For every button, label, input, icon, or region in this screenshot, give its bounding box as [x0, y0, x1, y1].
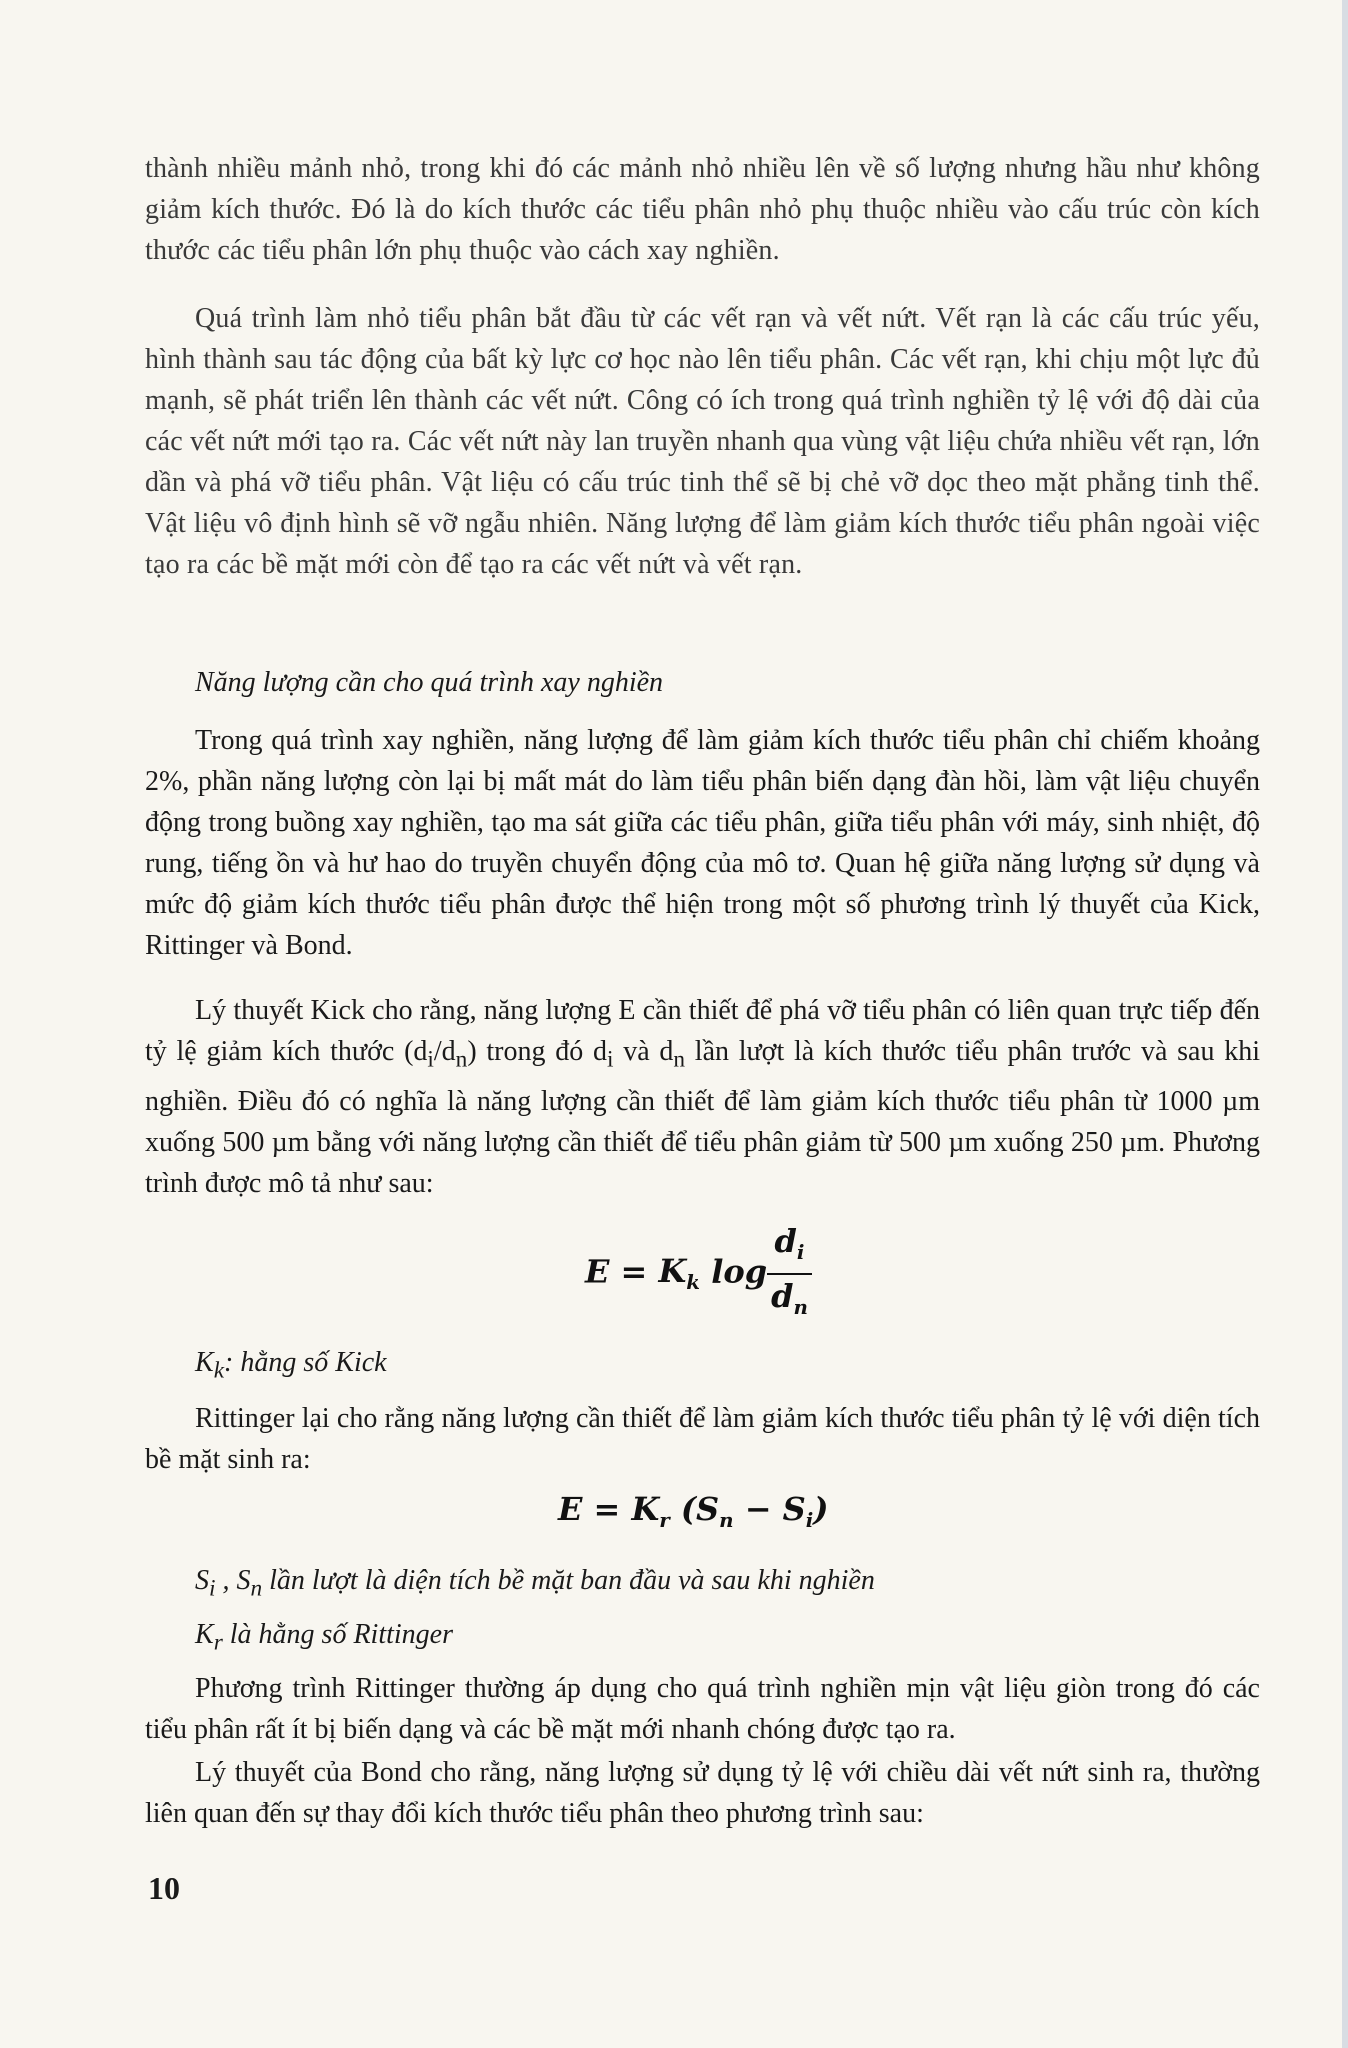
paragraph-text: Lý thuyết của Bond cho rằng, năng lượng sử dụng tỷ lệ với chiều dài vết nứt sinh ra, thường liên quan đến sự thay đổi kích thước tiểu phân theo phương trình sau:: [145, 1757, 1260, 1829]
kick-constant-note: [145, 1342, 1260, 1392]
paragraph-energy: [145, 720, 1260, 966]
paragraph-text: Trong quá trình xay nghiền, năng lượng để làm giảm kích thước tiểu phân chỉ chiếm khoảng 2%, phần năng lượng còn lại bị mất mát do làm tiểu phân biến dạng đàn hồi, làm vật liệu chuyển động trong buồng xay nghiền, tạo ma sát giữa các tiểu phân, giữa tiểu phân với máy, sinh nhiệt, độ rung, tiếng ồn và hư hao do truyền chuyển động của mô tơ. Quan hệ giữa năng lượng sử dụng và mức độ giảm kích thước tiểu phân được thể hiện trong một số phương trình lý thuyết của Kick, Rittinger và Bond.: [145, 725, 1260, 961]
kick-constant: $K_k$: [658, 1252, 701, 1295]
fraction-denominator: $d_n$: [771, 1276, 808, 1319]
paragraph-rittinger: [145, 1398, 1260, 1480]
fraction-numerator: $d_i$: [774, 1222, 805, 1264]
kick-formula: [585, 1222, 812, 1326]
paragraph-text: Lý thuyết Kick cho rằng, năng lượng E cần thiết để phá vỡ tiểu phân có liên quan trực tiếp đến tỷ lệ giảm kích thước $(d_i/d_n)$ trong đó $d_i$ và $d_n$ lần lượt là kích thước tiểu phân trước và sau khi nghiền. Điều đó có nghĩa là năng lượng cần thiết để làm giảm kích thước tiểu phân từ 1000 µm xuống 500 µm bằng với năng lượng cần thiết để tiểu phân giảm từ 500 µm xuống 250 µm. Phương trình được mô tả như sau:: [145, 995, 1260, 1199]
section-heading: [145, 662, 1260, 703]
formula-lhs: E =: [585, 1252, 648, 1291]
log-operator: log: [711, 1252, 768, 1291]
rittinger-formula: [558, 1490, 828, 1532]
paragraph-continuation: [145, 148, 1260, 271]
note-text: $S_i$ , $S_n$ lần lượt là diện tích bề mặt ban đầu và sau khi nghiền: [195, 1565, 875, 1602]
paragraph-text: Rittinger lại cho rằng năng lượng cần thiết để làm giảm kích thước tiểu phân tỷ lệ với diện tích bề mặt sinh ra:: [145, 1403, 1260, 1475]
size-ratio-fraction: [767, 1222, 812, 1326]
heading-text: Năng lượng cần cho quá trình xay nghiền: [195, 667, 664, 698]
note-text: $K_r$ là hằng số Rittinger: [195, 1619, 454, 1656]
paragraph-bond: [145, 1752, 1260, 1834]
paragraph-text: Quá trình làm nhỏ tiểu phân bắt đầu từ các vết rạn và vết nứt. Vết rạn là các cấu trúc yếu, hình thành sau tác động của bất kỳ lực cơ học nào lên tiểu phân. Các vết rạn, khi chịu một lực đủ mạnh, sẽ phát triển lên thành các vết nứt. Công có ích trong quá trình nghiền tỷ lệ với độ dài của các vết nứt mới tạo ra. Các vết nứt này lan truyền nhanh qua vùng vật liệu chứa nhiều vết rạn, lớn dần và phá vỡ tiểu phân. Vật liệu có cấu trúc tinh thể sẽ bị chẻ vỡ dọc theo mặt phẳng tinh thể. Vật liệu vô định hình sẽ vỡ ngẫu nhiên. Năng lượng để làm giảm kích thước tiểu phân ngoài việc tạo ra các bề mặt mới còn để tạo ra các vết nứt và vết rạn.: [145, 303, 1260, 580]
rittinger-constant-note: [145, 1614, 1260, 1664]
paragraph-cracks: [145, 298, 1260, 585]
surface-area-note: [145, 1560, 1260, 1610]
paragraph-text: thành nhiều mảnh nhỏ, trong khi đó các mảnh nhỏ nhiều lên về số lượng nhưng hầu như không giảm kích thước. Đó là do kích thước các tiểu phân nhỏ phụ thuộc nhiều vào cấu trúc còn kích thước các tiểu phân lớn phụ thuộc vào cách xay nghiền.: [145, 153, 1260, 266]
paragraph-text: Phương trình Rittinger thường áp dụng cho quá trình nghiền mịn vật liệu giòn trong đó các tiểu phân rất ít bị biến dạng và các bề mặt mới nhanh chóng được tạo ra.: [145, 1673, 1260, 1745]
page-number: 10: [148, 1870, 180, 1906]
note-text: $K_k$: hằng số Kick: [195, 1347, 387, 1384]
paragraph-kick: [145, 990, 1260, 1204]
page-edge: [1342, 0, 1348, 2048]
rittinger-constant: $K_r$: [631, 1490, 670, 1532]
paragraph-rittinger-application: [145, 1668, 1260, 1750]
formula-lhs: E =: [558, 1490, 621, 1528]
surface-difference: $(S_n - S_i)$: [680, 1490, 829, 1532]
